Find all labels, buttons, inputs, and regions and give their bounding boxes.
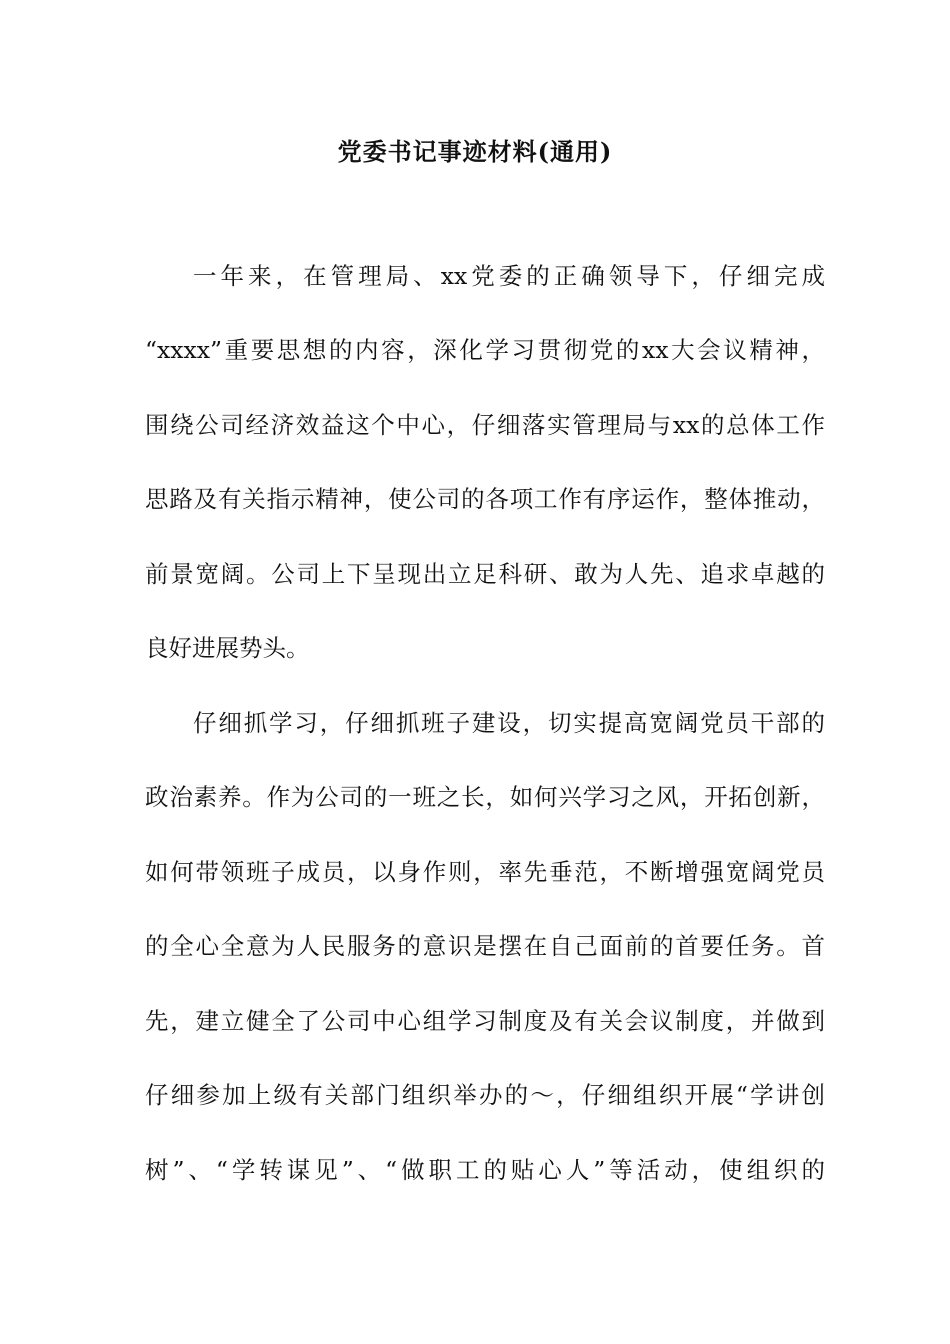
paragraph-line: 先，建立健全了公司中心组学习制度及有关会议制度，并做到 <box>145 1007 825 1035</box>
paragraph-line: 树”、“学转谋见”、“做职工的贴心人”等活动，使组织的 <box>145 1156 825 1184</box>
paragraph-line: 围绕公司经济效益这个中心，仔细落实管理局与xx的总体工作 <box>145 411 825 439</box>
paragraph-line: 仔细抓学习，仔细抓班子建设，切实提高宽阔党员干部的 <box>193 709 825 737</box>
paragraph-line: “xxxx”重要思想的内容，深化学习贯彻党的xx大会议精神， <box>145 336 825 364</box>
paragraph-line: 思路及有关指示精神，使公司的各项工作有序运作，整体推动， <box>145 485 825 513</box>
paragraph-line: 仔细参加上级有关部门组织举办的～，仔细组织开展“学讲创 <box>145 1081 825 1109</box>
paragraph-line: 如何带领班子成员，以身作则，率先垂范，不断增强宽阔党员 <box>145 858 825 886</box>
paragraph-line: 一年来，在管理局、xx党委的正确领导下，仔细完成 <box>193 262 825 290</box>
paragraph-line: 前景宽阔。公司上下呈现出立足科研、敢为人先、追求卓越的 <box>145 560 825 588</box>
paragraph-line: 政治素养。作为公司的一班之长，如何兴学习之风，开拓创新， <box>145 783 825 811</box>
paragraph-line: 良好进展势头。 <box>145 634 310 662</box>
paragraph-line: 的全心全意为人民服务的意识是摆在自己面前的首要任务。首 <box>145 932 825 960</box>
document-title: 党委书记事迹材料(通用) <box>337 137 613 166</box>
